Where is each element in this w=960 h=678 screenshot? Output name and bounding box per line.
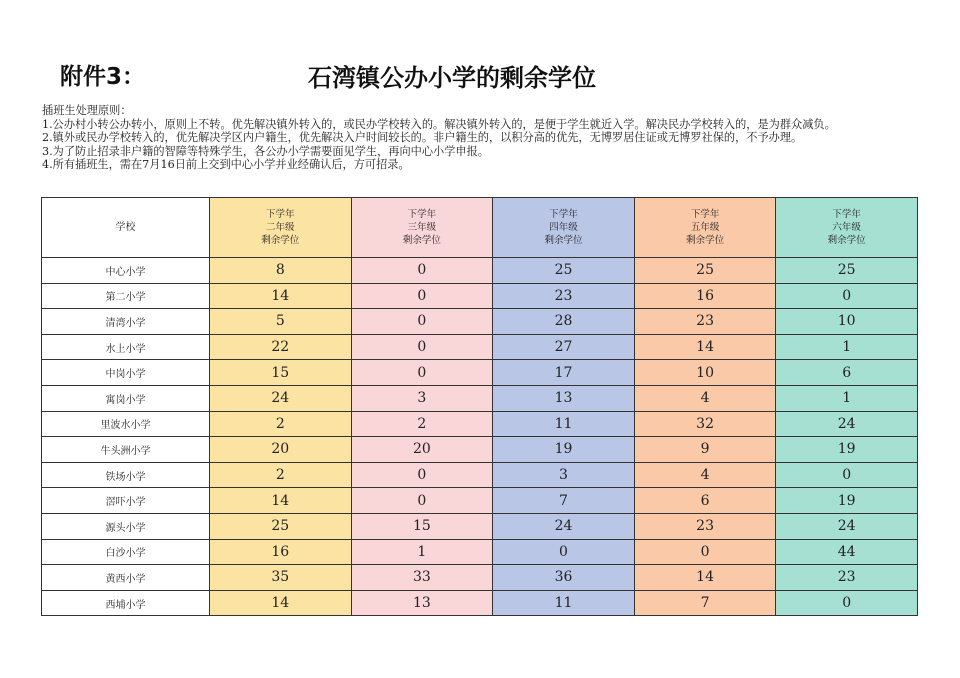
table-row xyxy=(42,309,918,335)
grade2-seats-cell: 8 xyxy=(210,258,352,284)
grade3-seats-cell: 15 xyxy=(351,513,493,539)
grade3-seats-cell: 20 xyxy=(351,437,493,463)
grade5-seats-cell: 32 xyxy=(634,411,776,437)
header-line: 剩余学位 xyxy=(544,235,583,246)
table-row xyxy=(42,283,918,309)
school-name-cell: 寓岗小学 xyxy=(42,385,210,411)
grade4-seats-cell: 23 xyxy=(493,283,635,309)
grade4-seats-cell: 27 xyxy=(493,334,635,360)
grade6-column-header xyxy=(776,198,918,258)
header-line: 下学年 xyxy=(690,209,720,220)
header-line: 剩余学位 xyxy=(827,235,866,246)
grade5-seats-cell: 9 xyxy=(634,437,776,463)
grade5-seats-cell: 23 xyxy=(634,513,776,539)
table-header-row xyxy=(42,198,918,258)
grade6-seats-cell: 1 xyxy=(776,334,918,360)
school-name-cell: 铁场小学 xyxy=(42,462,210,488)
table-row xyxy=(42,488,918,514)
school-name-cell: 黄西小学 xyxy=(42,565,210,591)
grade3-seats-cell: 0 xyxy=(351,360,493,386)
school-name-cell: 清湾小学 xyxy=(42,309,210,335)
grade6-seats-cell: 44 xyxy=(776,539,918,565)
grade4-seats-cell: 25 xyxy=(493,258,635,284)
grade4-seats-cell: 3 xyxy=(493,462,635,488)
grade3-seats-cell: 0 xyxy=(351,488,493,514)
table-row xyxy=(42,258,918,284)
grade5-seats-cell: 14 xyxy=(634,334,776,360)
grade3-seats-cell: 0 xyxy=(351,309,493,335)
table-row xyxy=(42,411,918,437)
table-row xyxy=(42,539,918,565)
grade4-seats-cell: 28 xyxy=(493,309,635,335)
table-row xyxy=(42,360,918,386)
grade2-seats-cell: 14 xyxy=(210,488,352,514)
header-line: 下学年 xyxy=(549,209,578,220)
grade2-seats-cell: 14 xyxy=(210,283,352,309)
grade3-seats-cell: 0 xyxy=(351,283,493,309)
grade3-column-header xyxy=(351,198,493,258)
grade4-seats-cell: 13 xyxy=(493,385,635,411)
title-row xyxy=(60,58,920,98)
grade6-seats-cell: 0 xyxy=(776,283,918,309)
grade6-seats-cell: 24 xyxy=(776,513,918,539)
grade4-seats-cell: 36 xyxy=(493,565,635,591)
grade3-seats-cell: 2 xyxy=(351,411,493,437)
grade3-seats-cell: 1 xyxy=(351,539,493,565)
grade4-seats-cell: 11 xyxy=(493,411,635,437)
notes-block xyxy=(42,104,922,172)
grade2-seats-cell: 22 xyxy=(210,334,352,360)
school-name-cell: 里波水小学 xyxy=(42,411,210,437)
table-row xyxy=(42,437,918,463)
grade5-seats-cell: 4 xyxy=(634,385,776,411)
school-name-cell: 中心小学 xyxy=(42,258,210,284)
grade4-seats-cell: 19 xyxy=(493,437,635,463)
grade6-seats-cell: 0 xyxy=(776,462,918,488)
grade2-seats-cell: 2 xyxy=(210,411,352,437)
header-line: 六年级 xyxy=(832,222,861,233)
table-row xyxy=(42,513,918,539)
grade2-seats-cell: 24 xyxy=(210,385,352,411)
header-line: 三年级 xyxy=(407,222,437,233)
table-row xyxy=(42,590,918,616)
school-column-header: 学校 xyxy=(42,198,210,258)
grade3-seats-cell: 0 xyxy=(351,462,493,488)
header-line: 四年级 xyxy=(549,222,578,233)
header-line: 剩余学位 xyxy=(402,235,441,246)
table-row xyxy=(42,334,918,360)
grade4-column-header xyxy=(493,198,635,258)
grade6-seats-cell: 25 xyxy=(776,258,918,284)
note-item-3: 3.为了防止招录非户籍的智障等特殊学生，各公办小学需要面见学生，再向中心小学申报。 xyxy=(42,144,489,158)
grade4-seats-cell: 0 xyxy=(493,539,635,565)
grade6-seats-cell: 23 xyxy=(776,565,918,591)
header-line: 剩余学位 xyxy=(686,235,725,246)
grade2-seats-cell: 14 xyxy=(210,590,352,616)
grade2-column-header xyxy=(210,198,352,258)
grade3-seats-cell: 13 xyxy=(351,590,493,616)
header-line: 下学年 xyxy=(407,209,437,220)
grade4-seats-cell: 24 xyxy=(493,513,635,539)
school-name-cell: 牛头洲小学 xyxy=(42,437,210,463)
school-name-cell: 中岗小学 xyxy=(42,360,210,386)
grade3-seats-cell: 3 xyxy=(351,385,493,411)
grade5-seats-cell: 23 xyxy=(634,309,776,335)
note-item-1: 1.公办村小转公办转小，原则上不转。优先解决镇外转入的，或民办学校转入的。解决镇外转入的，是便于学生就近入学。解决民办学校转入的，是为群众减负。 xyxy=(42,117,836,131)
grade6-seats-cell: 24 xyxy=(776,411,918,437)
grade5-seats-cell: 14 xyxy=(634,565,776,591)
grade3-seats-cell: 0 xyxy=(351,258,493,284)
grade2-seats-cell: 2 xyxy=(210,462,352,488)
grade2-seats-cell: 25 xyxy=(210,513,352,539)
grade5-seats-cell: 0 xyxy=(634,539,776,565)
header-line: 二年级 xyxy=(266,222,295,233)
grade5-seats-cell: 7 xyxy=(634,590,776,616)
grade6-seats-cell: 6 xyxy=(776,360,918,386)
grade2-seats-cell: 16 xyxy=(210,539,352,565)
school-name-cell: 水上小学 xyxy=(42,334,210,360)
grade3-seats-cell: 0 xyxy=(351,334,493,360)
header-line: 剩余学位 xyxy=(261,235,300,246)
school-name-cell: 源头小学 xyxy=(42,513,210,539)
header-line: 下学年 xyxy=(832,209,861,220)
grade5-seats-cell: 25 xyxy=(634,258,776,284)
header-line: 下学年 xyxy=(266,209,295,220)
grade6-seats-cell: 19 xyxy=(776,488,918,514)
grade5-seats-cell: 16 xyxy=(634,283,776,309)
header-line: 五年级 xyxy=(690,222,720,233)
table-row xyxy=(42,385,918,411)
attachment-label: 附件3： xyxy=(60,64,146,90)
table-row xyxy=(42,462,918,488)
notes-heading: 插班生处理原则： xyxy=(42,104,132,117)
grade2-seats-cell: 15 xyxy=(210,360,352,386)
grade6-seats-cell: 10 xyxy=(776,309,918,335)
grade6-seats-cell: 19 xyxy=(776,437,918,463)
grade5-column-header xyxy=(634,198,776,258)
grade5-seats-cell: 4 xyxy=(634,462,776,488)
page-title: 石湾镇公办小学的剩余学位 xyxy=(308,64,596,92)
grade5-seats-cell: 6 xyxy=(634,488,776,514)
grade4-seats-cell: 17 xyxy=(493,360,635,386)
grade2-seats-cell: 5 xyxy=(210,309,352,335)
table-row xyxy=(42,565,918,591)
grade3-seats-cell: 33 xyxy=(351,565,493,591)
school-name-cell: 白沙小学 xyxy=(42,539,210,565)
grade5-seats-cell: 10 xyxy=(634,360,776,386)
school-name-cell: 滘吓小学 xyxy=(42,488,210,514)
grade2-seats-cell: 20 xyxy=(210,437,352,463)
school-name-cell: 西埔小学 xyxy=(42,590,210,616)
note-item-2: 2.镇外或民办学校转入的，优先解决学区内户籍生，优先解决入户时间较长的。非户籍生的，以积分高的优先，无博罗居住证或无博罗社保的，不予办理。 xyxy=(42,131,803,145)
grade4-seats-cell: 11 xyxy=(493,590,635,616)
grade4-seats-cell: 7 xyxy=(493,488,635,514)
grade2-seats-cell: 35 xyxy=(210,565,352,591)
note-item-4: 4.所有插班生，需在7月16日前上交到中心小学并业经确认后，方可招录。 xyxy=(42,158,410,172)
remaining-seats-table xyxy=(41,197,918,616)
grade6-seats-cell: 0 xyxy=(776,590,918,616)
grade6-seats-cell: 1 xyxy=(776,385,918,411)
school-name-cell: 第二小学 xyxy=(42,283,210,309)
